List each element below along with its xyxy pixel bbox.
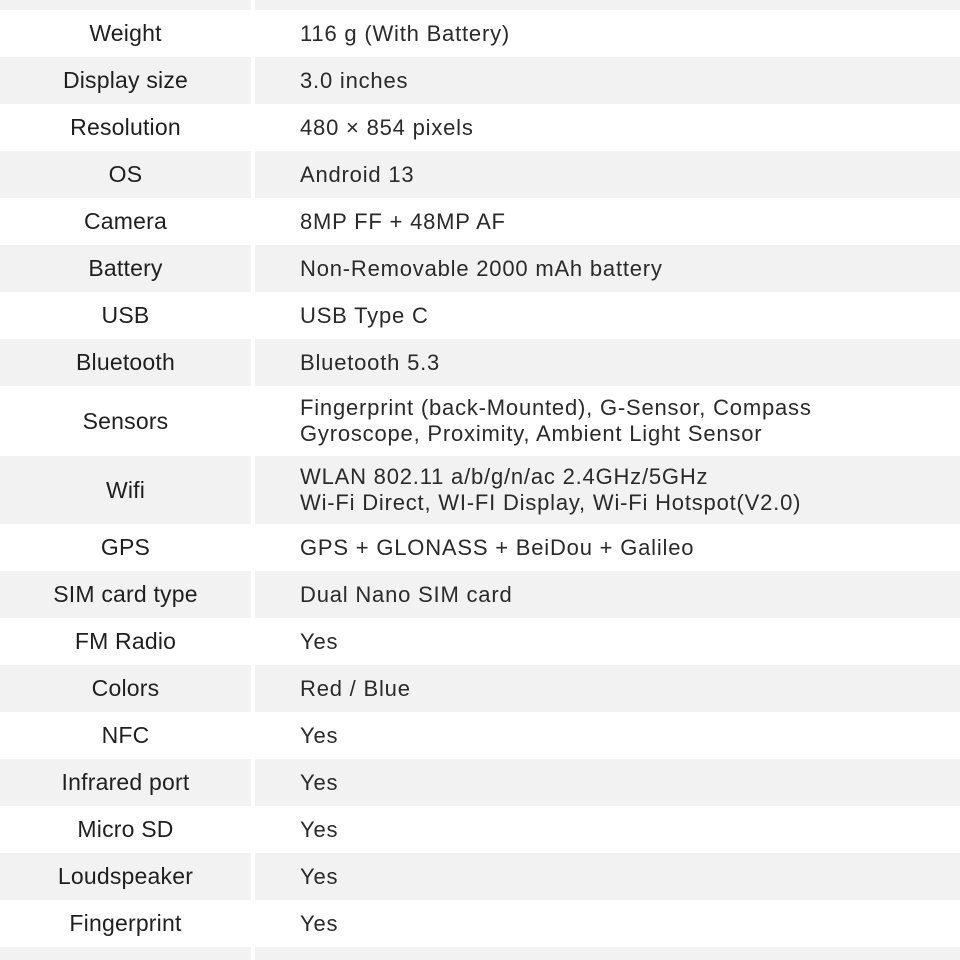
row-value xyxy=(255,524,960,571)
table-row-resolution xyxy=(0,104,960,151)
table-row-usb xyxy=(0,292,960,339)
row-value-line: WLAN 802.11 a/b/g/n/ac 2.4GHz/5GHz xyxy=(300,464,709,489)
row-value xyxy=(255,151,960,198)
table-row-infrared-port xyxy=(0,759,960,806)
row-label: Display size xyxy=(0,57,251,104)
row-label: Fingerprint xyxy=(0,900,251,947)
row-value-line: Dual Nano SIM card xyxy=(300,581,513,607)
table-row-micro-sd xyxy=(0,806,960,853)
row-label: Colors xyxy=(0,665,251,712)
row-value-line: Android 13 xyxy=(300,161,415,187)
row-value-line: Yes xyxy=(300,722,339,748)
row-value xyxy=(255,198,960,245)
row-value xyxy=(255,853,960,900)
row-value-line: Non-Removable 2000 mAh battery xyxy=(300,255,663,281)
table-row-gps xyxy=(0,524,960,571)
row-value-line: Red / Blue xyxy=(300,675,411,701)
row-label: Sensors xyxy=(0,386,251,456)
table-row-colors xyxy=(0,665,960,712)
table-row-partial-bottom xyxy=(0,947,960,960)
row-value xyxy=(255,618,960,665)
row-value-line: Bluetooth 5.3 xyxy=(300,349,441,375)
row-value-line: 3.0 inches xyxy=(300,67,409,93)
row-value-cell xyxy=(255,0,960,10)
table-row-os xyxy=(0,151,960,198)
row-value xyxy=(255,456,960,524)
row-label: SIM card type xyxy=(0,571,251,618)
row-value-line: USB Type C xyxy=(300,302,429,328)
row-value xyxy=(255,57,960,104)
row-value-line: GPS + GLONASS + BeiDou + Galileo xyxy=(300,534,695,560)
row-value-line: 8MP FF + 48MP AF xyxy=(300,208,506,234)
row-value xyxy=(255,386,960,456)
table-row-display-size xyxy=(0,57,960,104)
row-value-line: 480 × 854 pixels xyxy=(300,114,474,140)
row-label: OS xyxy=(0,151,251,198)
row-value-line: Yes xyxy=(300,863,339,889)
row-value-line: Yes xyxy=(300,769,339,795)
row-value-line: Yes xyxy=(300,816,339,842)
row-value-line: Gyroscope, Proximity, Ambient Light Sensor xyxy=(300,421,763,446)
row-value xyxy=(255,104,960,151)
row-label: GPS xyxy=(0,524,251,571)
row-label: Wifi xyxy=(0,456,251,524)
table-row-weight xyxy=(0,10,960,57)
row-value xyxy=(255,712,960,759)
row-label: NFC xyxy=(0,712,251,759)
row-label: Battery xyxy=(0,245,251,292)
row-value-line: Wi-Fi Direct, WI-FI Display, Wi-Fi Hotspot(V2.0) xyxy=(300,490,802,515)
table-row-sensors xyxy=(0,386,960,456)
row-label: FM Radio xyxy=(0,618,251,665)
table-row-battery xyxy=(0,245,960,292)
row-value-cell xyxy=(255,947,960,960)
table-row-wifi xyxy=(0,456,960,524)
row-label: Micro SD xyxy=(0,806,251,853)
table-row-sim-card-type xyxy=(0,571,960,618)
row-value-line: Yes xyxy=(300,910,339,936)
row-value xyxy=(255,339,960,386)
row-label: Loudspeaker xyxy=(0,853,251,900)
table-row-bluetooth xyxy=(0,339,960,386)
row-label-cell xyxy=(0,0,251,10)
table-row-nfc xyxy=(0,712,960,759)
row-label: USB xyxy=(0,292,251,339)
row-value xyxy=(255,665,960,712)
row-value xyxy=(255,806,960,853)
row-value xyxy=(255,245,960,292)
row-value xyxy=(255,10,960,57)
table-row-partial-top xyxy=(0,0,960,10)
row-label-cell xyxy=(0,947,251,960)
row-value xyxy=(255,759,960,806)
row-value xyxy=(255,292,960,339)
row-value xyxy=(255,571,960,618)
row-value-line: Fingerprint (back-Mounted), G-Sensor, Compass xyxy=(300,395,812,420)
table-row-camera xyxy=(0,198,960,245)
row-label: Camera xyxy=(0,198,251,245)
row-value-line: 116 g (With Battery) xyxy=(300,20,510,46)
row-label: Weight xyxy=(0,10,251,57)
row-label: Resolution xyxy=(0,104,251,151)
row-label: Infrared port xyxy=(0,759,251,806)
table-row-fm-radio xyxy=(0,618,960,665)
row-label: Bluetooth xyxy=(0,339,251,386)
row-value-line: Yes xyxy=(300,628,339,654)
row-value xyxy=(255,900,960,947)
table-row-fingerprint xyxy=(0,900,960,947)
table-row-loudspeaker xyxy=(0,853,960,900)
